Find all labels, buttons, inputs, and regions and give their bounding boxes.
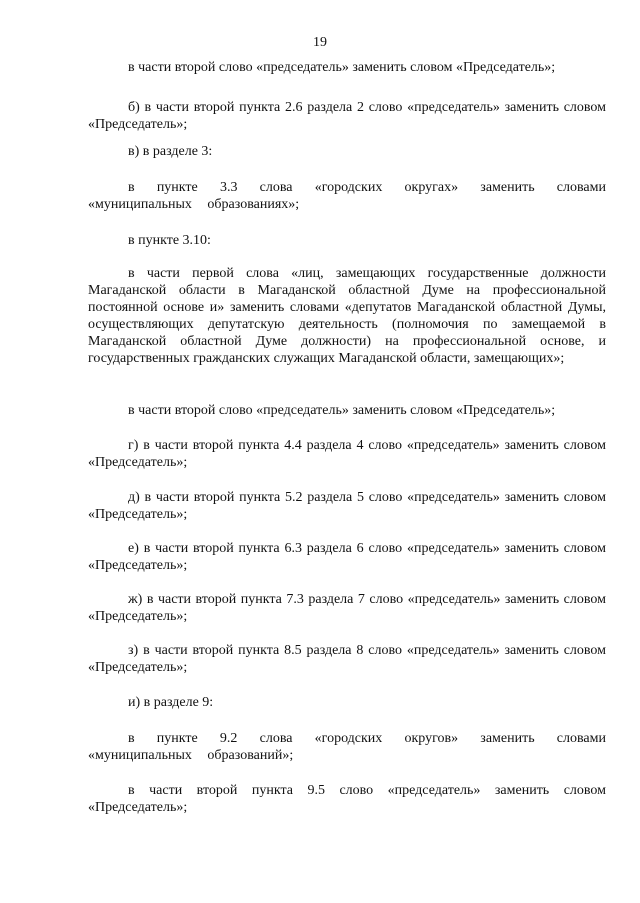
paragraph-10: е) в части второй пункта 6.3 раздела 6 слово «председатель» заменить словом «Председатель»; <box>88 541 606 573</box>
paragraph-5: в пункте 3.10: <box>128 233 211 248</box>
paragraph-4: в пункте 3.3 слова «городских округах» заменить словами «муниципальных образованиях»; <box>88 180 606 212</box>
paragraph-15: в части второй пункта 9.5 слово «председатель» заменить словом «Председатель»; <box>88 783 606 815</box>
paragraph-2: б) в части второй пункта 2.6 раздела 2 слово «председатель» заменить словом «Председатель»; <box>88 100 606 132</box>
paragraph-8: г) в части второй пункта 4.4 раздела 4 слово «председатель» заменить словом «Председатель»; <box>88 438 606 470</box>
paragraph-13: и) в разделе 9: <box>128 695 214 710</box>
paragraph-1: в части второй слово «председатель» заменить словом «Председатель»; <box>128 60 556 75</box>
page-number: 19 <box>313 35 327 50</box>
paragraph-14: в пункте 9.2 слова «городских округов» заменить словами «муниципальных образований»; <box>88 731 606 763</box>
paragraph-9: д) в части второй пункта 5.2 раздела 5 слово «председатель» заменить словом «Председатель»; <box>88 490 606 522</box>
paragraph-11: ж) в части второй пункта 7.3 раздела 7 слово «председатель» заменить словом «Председатель»; <box>88 592 606 624</box>
paragraph-6: в части первой слова «лиц, замещающих государственные должности Магаданской области в Магаданской областной Думе на профессиональной постоянной основе и» заменить словами «депутатов Магаданской областной Думы, осуществляющих депутатскую деятельность (полномочия по замещаемой в Магаданской областной Думе должности) на профессиональной основе, и государственных гражданских служащих Магаданской области, замещающих»; <box>88 266 606 366</box>
paragraph-12: з) в части второй пункта 8.5 раздела 8 слово «председатель» заменить словом «Председатель»; <box>88 643 606 675</box>
paragraph-7: в части второй слово «председатель» заменить словом «Председатель»; <box>128 403 556 418</box>
paragraph-3: в) в разделе 3: <box>128 144 213 159</box>
